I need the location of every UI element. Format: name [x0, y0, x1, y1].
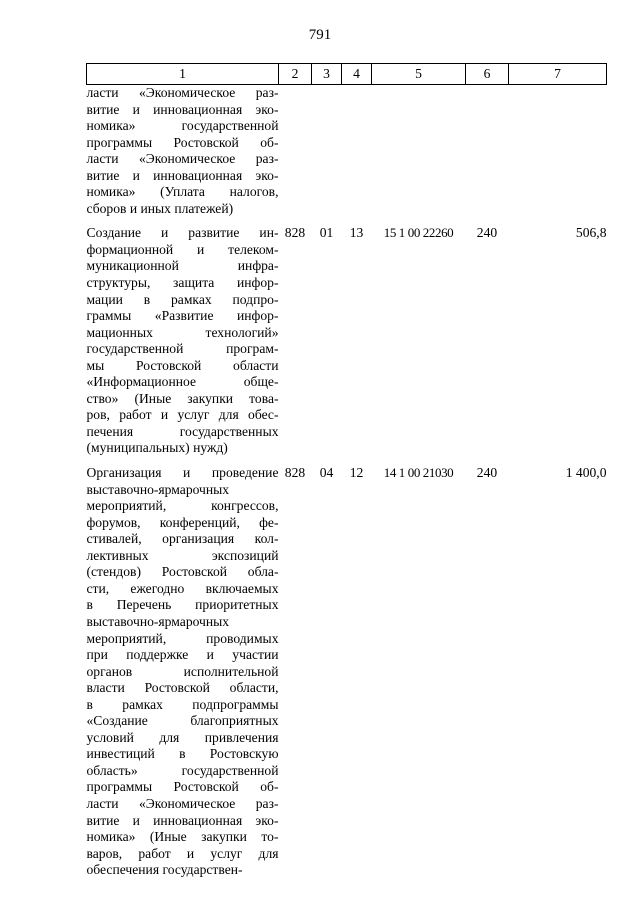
- cell-ved: 828: [284, 465, 306, 481]
- col-header-3: 3: [312, 64, 342, 85]
- table-row: [87, 465, 607, 879]
- description-line: выставочно-ярмарочных: [86, 613, 230, 629]
- budget-table: [86, 63, 607, 879]
- row-description: [87, 85, 279, 218]
- description-line: мационных технологий»: [86, 324, 279, 340]
- cell-pr: 13: [349, 225, 364, 241]
- description-line: сти, ежегодно включаемых: [86, 580, 279, 596]
- description-line: мы Ростовской области: [86, 357, 279, 373]
- col-header-6: 6: [466, 64, 509, 85]
- cell-vr: 240: [476, 225, 498, 241]
- description-line: инвестиций в Ростовскую: [86, 746, 279, 762]
- description-line: ров, работ и услуг для обес-: [86, 407, 279, 423]
- description-line: ласти «Экономическое раз-: [86, 85, 279, 100]
- cell-csr: 15 1 00 22260: [383, 225, 454, 241]
- cell-vr: 240: [476, 465, 498, 481]
- description-line: программы Ростовской об-: [86, 779, 279, 795]
- description-line: Организация и проведение: [86, 465, 279, 481]
- description-line: ласти «Экономическое раз-: [86, 151, 279, 167]
- description-line: выставочно-ярмарочных: [86, 481, 230, 497]
- description-line: государственной програм-: [86, 341, 279, 357]
- cell-csr: 14 1 00 21030: [383, 465, 454, 481]
- description-line: (муниципальных) нужд): [86, 440, 228, 456]
- description-line: в рамках подпрограммы: [86, 696, 279, 712]
- description-line: область» государственной: [86, 762, 279, 778]
- description-line: витие и инновационная эко-: [86, 812, 279, 828]
- cell-rz: 01: [319, 225, 334, 241]
- cell-vr: [466, 85, 509, 218]
- cell-rz: [312, 85, 342, 218]
- col-header-2: 2: [279, 64, 312, 85]
- row-description: [87, 465, 279, 879]
- cell-pr: [342, 85, 372, 218]
- description-line: мероприятий, проводимых: [86, 630, 279, 646]
- col-header-7: 7: [509, 64, 607, 85]
- description-line: сборов и иных платежей): [86, 200, 234, 216]
- table-row: [87, 225, 607, 457]
- description-line: «Создание благоприятных: [86, 713, 279, 729]
- description-line: структуры, защита инфор-: [86, 275, 279, 291]
- description-line: при поддержке и участии: [86, 647, 279, 663]
- description-line: номика» (Иные закупки то-: [86, 829, 279, 845]
- cell-rz: 04: [319, 465, 334, 481]
- col-header-1: 1: [87, 64, 279, 85]
- description-line: «Информационное обще-: [86, 374, 279, 390]
- table-row: [87, 85, 607, 218]
- description-line: варов, работ и услуг для: [86, 845, 279, 861]
- description-line: печения государственных: [86, 423, 279, 439]
- description-line: программы Ростовской об-: [86, 134, 279, 150]
- description-line: номика» государственной: [86, 118, 279, 134]
- description-line: номика» (Уплата налогов,: [86, 184, 279, 200]
- description-line: форумов, конференций, фе-: [86, 514, 279, 530]
- description-line: мероприятий, конгрессов,: [86, 498, 279, 514]
- description-line: лективных экспозиций: [86, 547, 279, 563]
- description-line: условий для привлечения: [86, 729, 279, 745]
- cell-csr: [372, 85, 466, 218]
- cell-sum: 506,8: [575, 225, 607, 241]
- description-line: органов исполнительной: [86, 663, 279, 679]
- cell-ved: [279, 85, 312, 218]
- cell-pr: 12: [349, 465, 364, 481]
- cell-sum: 1 400,0: [565, 465, 607, 481]
- description-line: граммы «Развитие инфор-: [86, 308, 279, 324]
- description-line: мации в рамках подпро-: [86, 291, 279, 307]
- table-body: [87, 85, 607, 879]
- col-header-5: 5: [372, 64, 466, 85]
- row-description: [87, 225, 279, 457]
- description-line: ласти «Экономическое раз-: [86, 795, 279, 811]
- cell-sum: [509, 85, 607, 218]
- page-number: 791: [308, 27, 332, 43]
- description-line: власти Ростовской области,: [86, 680, 279, 696]
- description-line: ство» (Иные закупки това-: [86, 390, 279, 406]
- col-header-4: 4: [342, 64, 372, 85]
- description-line: муникационной инфра-: [86, 258, 279, 274]
- description-line: в Перечень приоритетных: [86, 597, 279, 613]
- row-spacer: [87, 217, 607, 225]
- description-line: витие и инновационная эко-: [86, 101, 279, 117]
- description-line: формационной и телеком-: [86, 241, 279, 257]
- description-line: Создание и развитие ин-: [86, 225, 279, 241]
- description-line: (стендов) Ростовской обла-: [86, 564, 279, 580]
- description-line: стивалей, организация кол-: [86, 531, 279, 547]
- header-row: [87, 64, 607, 85]
- description-line: обеспечения государствен-: [86, 862, 243, 878]
- row-spacer: [87, 457, 607, 465]
- cell-ved: 828: [284, 225, 306, 241]
- description-line: витие и инновационная эко-: [86, 167, 279, 183]
